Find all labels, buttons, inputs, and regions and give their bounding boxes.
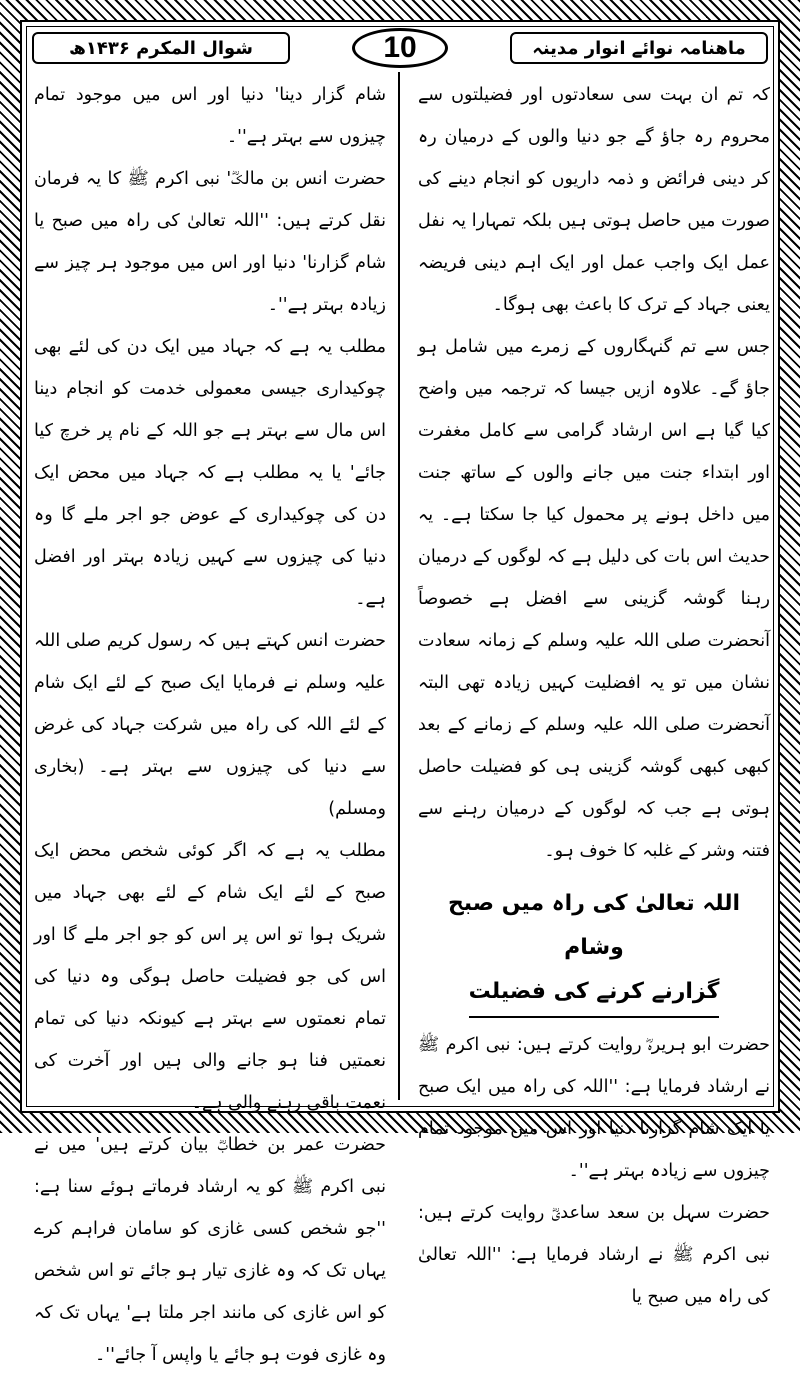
left-column [34, 74, 386, 1365]
paragraph: مطلب یہ ہے کہ جہاد میں ایک دن کی لئے بھی چوکیداری جیسی معمولی خدمت کو انجام دینا اس مال سے بہتر ہے جو اللہ کے نام پر خرچ کیا جائے' یا یہ مطلب ہے کہ جہاد میں محض ایک دن کی چوکیداری کے عوض جو اجر ملے گا وہ دنیا کی چیزوں سے کہیں زیادہ بہتر اور افضل ہے۔ [34, 337, 386, 609]
paragraph: حضرت انس بن مالکؓ' نبی اکرم ﷺ کا یہ فرمان نقل کرتے ہیں: ''اللہ تعالیٰ کی راہ میں صبح یا شام گزارنا' دنیا اور اس میں موجود ہر چیز سے زیادہ بہتر ہے''۔ [34, 169, 386, 315]
paragraph: حضرت سہل بن سعد ساعدیؓ روایت کرتے ہیں: نبی اکرم ﷺ نے ارشاد فرمایا ہے: ''اللہ تعالیٰ کی راہ میں صبح یا [418, 1203, 770, 1307]
page-header [26, 26, 774, 70]
page-number: 10 [352, 28, 448, 68]
right-column [418, 74, 770, 1307]
section-heading [418, 882, 770, 1018]
paragraph: حضرت انس کہتے ہیں کہ رسول کریم صلی اللہ علیہ وسلم نے فرمایا ایک صبح کے لئے ایک شام کے لئے اللہ کی راہ میں شرکت جہاد کی غرض سے دنیا کی چیزوں سے بہتر ہے۔ (بخاری ومسلم) [34, 631, 386, 819]
paragraph: شام گزار دینا' دنیا اور اس میں موجود تمام چیزوں سے بہتر ہے''۔ [34, 85, 386, 147]
paragraph: کہ تم ان بہت سی سعادتوں اور فضیلتوں سے محروم رہ جاؤ گے جو دنیا والوں کے درمیان رہ کر دینی فرائض و ذمہ داریوں کو انجام دینے کی صورت میں حاصل ہوتی ہیں بلکہ تمہارا یہ نفل عمل ایک واجب عمل اور ایک اہم دینی فریضہ یعنی جہاد کے ترک کا باعث بھی ہوگا۔ [418, 85, 770, 315]
section-heading-line1: اللہ تعالیٰ کی راہ میں صبح وشام [447, 891, 741, 960]
magazine-title: ماھنامہ نوائے انوار مدینہ [510, 32, 768, 64]
paragraph: حضرت ابو ہریرہؓ روایت کرتے ہیں: نبی اکرم ﷺ نے ارشاد فرمایا ہے: ''اللہ کی راہ میں ایک صبح یا ایک شام گزارنا دنیا اور اس میں موجود تمام چیزوں سے زیادہ بہتر ہے''۔ [418, 1035, 770, 1181]
paragraph: مطلب یہ ہے کہ اگر کوئی شخص محض ایک صبح کے لئے ایک شام کے لئے بھی جہاد میں شریک ہوا تو اس پر اس کو جو اجر ملے گا اور اس کی جو فضیلت حاصل ہوگی وہ دنیا کی تمام نعمتوں سے بہتر ہے کیونکہ دنیا کی تمام نعمتیں فنا ہو جانے والی ہیں اور آخرت کی نعمت باقی رہنے والی ہے۔ [34, 841, 386, 1113]
paragraph: جس سے تم گنہگاروں کے زمرے میں شامل ہو جاؤ گے۔ علاوہ ازیں جیسا کہ ترجمہ میں واضح کیا گیا ہے اس ارشاد گرامی سے کامل مغفرت اور ابتداء جنت میں جانے والوں کے ساتھ جنت میں داخل ہونے پر محمول کیا جا سکتا ہے۔ یہ حدیث اس بات کی دلیل ہے کہ لوگوں کے درمیان رہنا گوشہ گزینی سے افضل ہے خصوصاً آنحضرت صلی اللہ علیہ وسلم کے زمانہ سعادت نشان میں تو یہ افضلیت کہیں زیادہ تھی البتہ آنحضرت صلی اللہ علیہ وسلم کے زمانے کے بعد کبھی کبھی گوشہ گزینی ہی کو فضیلت حاصل ہوتی ہے جب کہ لوگوں کے درمیان رہنے سے فتنہ وشر کے غلبہ کا خوف ہو۔ [418, 337, 770, 861]
paragraph: حضرت عمر بن خطابؓ بیان کرتے ہیں' میں نے نبی اکرم ﷺ کو یہ ارشاد فرماتے ہوئے سنا ہے: ''جو شخص کسی غازی کو سامان فراہم کرے یہاں تک کہ وہ غازی تیار ہو جائے تو اس شخص کو اس غازی کی مانند اجر ملتا ہے' یہاں تک کہ وہ غازی فوت ہو جائے یا واپس آ جائے''۔ [34, 1135, 386, 1365]
section-heading-line2: گزارنے کرنے کی فضیلت [469, 970, 720, 1018]
column-divider [398, 72, 400, 1100]
issue-date: شوال المکرم ۱۴۳۶ھ [32, 32, 290, 64]
